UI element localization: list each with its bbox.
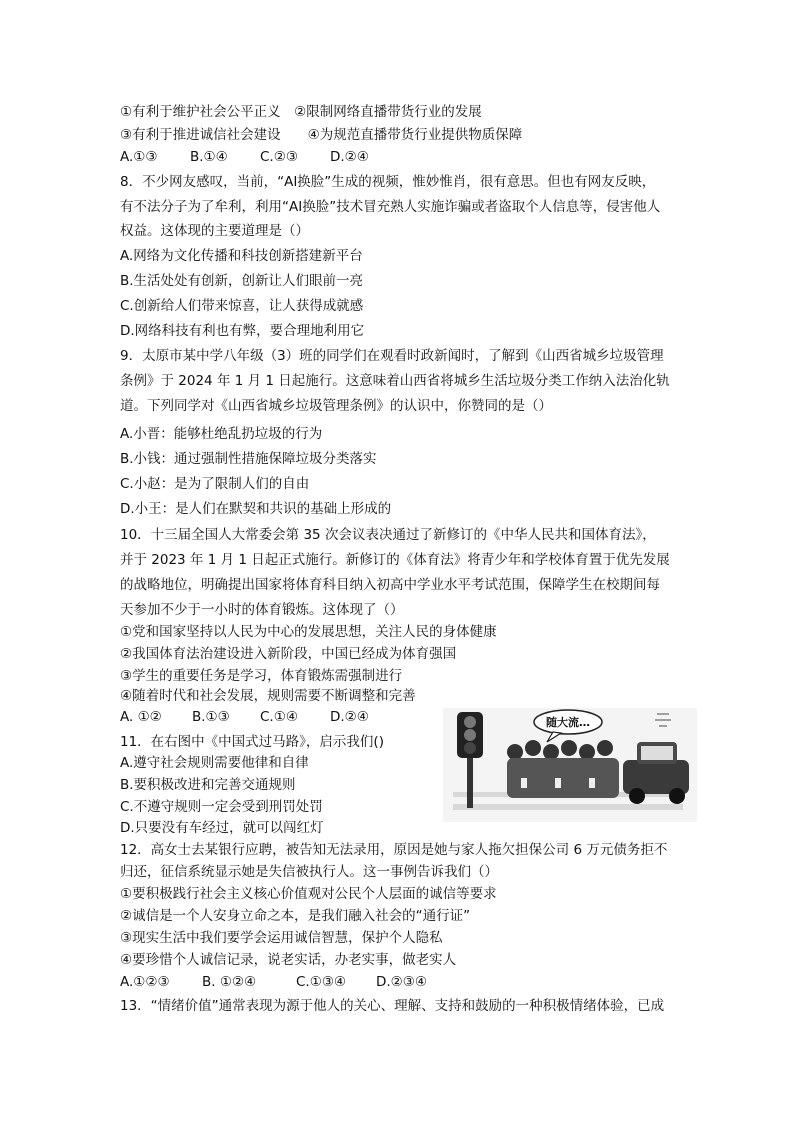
q8-stem-line-3: 权益。这体现的主要道理是（） xyxy=(120,223,309,239)
q9-stem-line-2: 条例》于 2024 年 1 月 1 日起施行。这意味着山西省将城乡生活垃圾分类工作纳入法治化轨 xyxy=(120,373,670,389)
q10-choice-d: D.②④ xyxy=(330,709,369,725)
q10-statement-3: ③学生的重要任务是学习，体育锻炼需强制进行 xyxy=(120,668,403,684)
q7-options-1-2: ①有利于维护社会公平正义 ②限制网络直播带货行业的发展 xyxy=(120,104,482,120)
q8-stem-line-2: 有不法分子为了牟利，利用“AI换脸”技术冒充熟人实施诈骗或者盗取个人信息等，侵害他人 xyxy=(120,199,661,215)
q13-stem-line-1: 13．“情绪价值”通常表现为源于他人的关心、理解、支持和鼓励的一种积极情绪体验，已成 xyxy=(120,998,665,1014)
q12-choice-c: C.①③④ xyxy=(296,974,347,990)
q7-choice-a: A.①③ xyxy=(120,149,158,165)
q7-choice-d: D.②④ xyxy=(330,149,369,165)
q11-option-c: C.不遵守规则一定会受到刑罚处罚 xyxy=(120,799,323,815)
q8-stem-line-1: 8．不少网友感叹，当前，“AI换脸”生成的视频，惟妙惟肖，很有意思。但也有网友反映， xyxy=(120,174,656,190)
q10-stem-line-1: 10．十三届全国人大常委会第 35 次会议表决通过了新修订的《中华人民共和国体育法》， xyxy=(120,527,656,543)
q10-choice-c: C.①④ xyxy=(260,709,298,725)
q9-option-b: B.小钱：通过强制性措施保障垃圾分类落实 xyxy=(120,451,377,467)
q10-choice-b: B.①③ xyxy=(192,709,230,725)
q12-choice-a: A.①②③ xyxy=(120,974,170,990)
q12-statement-1: ①要积极践行社会主义核心价值观对公民个人层面的诚信等要求 xyxy=(120,886,497,902)
q7-options-3-4: ③有利于推进诚信社会建设 ④为规范直播带货行业提供物质保障 xyxy=(120,127,523,143)
q12-statement-2: ②诚信是一个人安身立命之本，是我们融入社会的“通行证” xyxy=(120,908,471,924)
q10-statement-1: ①党和国家坚持以人民为中心的发展思想，关注人民的身体健康 xyxy=(120,624,497,640)
q12-choice-d: D.②③④ xyxy=(376,974,427,990)
q10-choice-a: A. ①② xyxy=(120,709,162,725)
q8-option-a: A.网络为文化传播和科技创新搭建新平台 xyxy=(120,248,363,264)
q12-choice-b: B. ①②④ xyxy=(202,974,257,990)
crossing-cartoon xyxy=(443,708,697,822)
q12-choices xyxy=(120,972,427,992)
q12-stem-line-2: 归还，征信系统显示她是失信被执行人。这一事例告诉我们（） xyxy=(120,864,498,880)
q9-option-a: A.小晋：能够杜绝乱扔垃圾的行为 xyxy=(120,426,323,442)
q9-option-d: D.小王：是人们在默契和共识的基础上形成的 xyxy=(120,501,392,517)
q8-option-b: B.生活处处有创新，创新让人们眼前一亮 xyxy=(120,273,364,289)
q10-stem-line-2: 并于 2023 年 1 月 1 日起正式施行。新修订的《体育法》将青少年和学校体育置于优先发展 xyxy=(120,552,670,568)
q11-option-d: D.只要没有车经过，就可以闯红灯 xyxy=(120,820,324,836)
crossing-cartoon-illustration xyxy=(443,708,697,822)
q7-choices xyxy=(120,147,369,167)
q7-choice-c: C.②③ xyxy=(260,149,298,165)
q9-stem-line-3: 道。下列同学对《山西省城乡垃圾管理条例》的认识中，你赞同的是（） xyxy=(120,398,552,414)
q10-choices xyxy=(120,707,369,727)
q7-choice-b: B.①④ xyxy=(190,149,228,165)
q11-stem: 11．在右图中《中国式过马路》，启示我们() xyxy=(120,734,384,750)
q12-statement-4: ④要珍惜个人诚信记录，说老实话，办老实事，做老实人 xyxy=(120,952,457,968)
q10-statement-4: ④随着时代和社会发展，规则需要不断调整和完善 xyxy=(120,688,416,704)
q10-stem-line-3: 的战略地位，明确提出国家将体育科目纳入初高中学业水平考试范围，保障学生在校期间每 xyxy=(120,577,660,593)
q10-stem-line-4: 天参加不少于一小时的体育锻炼。这体现了（） xyxy=(120,602,404,618)
q8-option-c: C.创新给人们带来惊喜，让人获得成就感 xyxy=(120,298,364,314)
q10-statement-2: ②我国体育法治建设进入新阶段，中国已经成为体育强国 xyxy=(120,646,457,662)
q9-option-c: C.小赵：是为了限制人们的自由 xyxy=(120,476,310,492)
q11-option-a: A.遵守社会规则需要他律和自律 xyxy=(120,755,309,771)
q12-stem-line-1: 12．高女士去某银行应聘，被告知无法录用，原因是她与家人拖欠担保公司 6 万元债务拒不 xyxy=(120,842,668,858)
q8-option-d: D.网络科技有利也有弊，要合理地利用它 xyxy=(120,323,365,339)
q12-statement-3: ③现实生活中我们要学会运用诚信智慧，保护个人隐私 xyxy=(120,930,443,946)
cartoon-caption: 随大流… xyxy=(546,716,590,729)
q11-option-b: B.要积极改进和完善交通规则 xyxy=(120,777,296,793)
q9-stem-line-1: 9．太原市某中学八年级（3）班的同学们在观看时政新闻时，了解到《山西省城乡垃圾管理 xyxy=(120,348,664,364)
